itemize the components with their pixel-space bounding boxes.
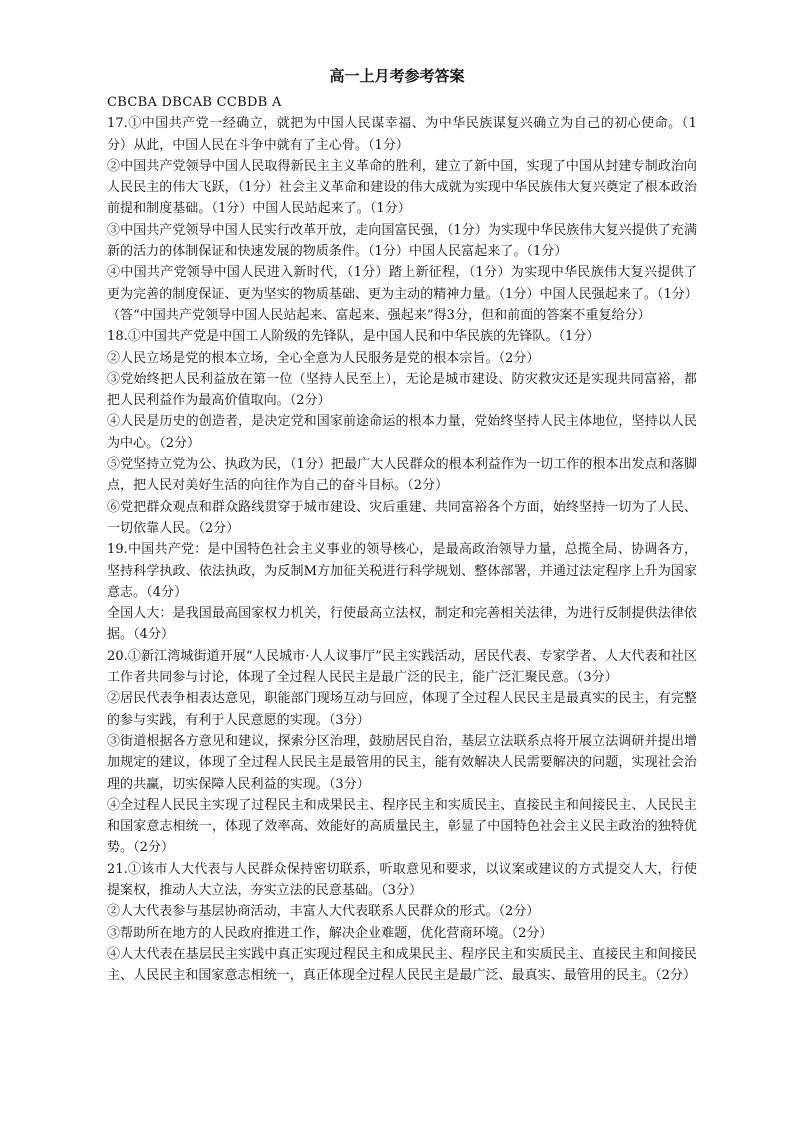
q17-point-4: ④中国共产党领导中国人民进入新时代，（1分）踏上新征程，（1分）为实现中华民族伟大复兴提供了更为完善的制度保证、更为坚实的物质基础、更为主动的精神力量。（1分）中国人民强起来了。（1分） bbox=[107, 265, 698, 302]
q20-point-1: 20.①新江湾城街道开展“人民城市·人人议事厅”民主实践活动，居民代表、专家学者、人大代表和社区工作者共同参与讨论，体现了全过程人民民主是最广泛的民主，能广泛汇聚民意。（3分） bbox=[107, 648, 697, 686]
q18-point-3: ③党始终把人民利益放在第一位（坚持人民至上），无论是城市建设、防灾救灾还是实现共同富裕，都把人民利益作为最高价值取向。（2分） bbox=[107, 371, 697, 409]
q17-note: （答“中国共产党领导中国人民站起来、富起来、强起来”得3分，但和前面的答案不重复给分） bbox=[107, 307, 651, 323]
q17-point-1: 17.①中国共产党一经确立，就把为中国人民谋幸福、为中华民族谋复兴确立为自己的初心使命。（1分）从此，中国人民在斗争中就有了主心骨。（1分） bbox=[107, 116, 697, 153]
q18-point-4: ④人民是历史的创造者，是决定党和国家前途命运的根本力量，党始终坚持人民主体地位，坚持以人民为中心。（2分） bbox=[107, 414, 697, 451]
answer-content bbox=[107, 92, 697, 986]
q21-point-1: 21.①该市人大代表与人民群众保持密切联系，听取意见和要求，以议案或建议的方式提交人大，行使提案权，推动人大立法，夯实立法的民意基础。（3分） bbox=[107, 861, 697, 898]
q17-point-2: ②中国共产党领导中国人民取得新民主主义革命的胜利，建立了新中国，实现了中国从封建专制政治向人民民主的伟大飞跃，（1分）社会主义革命和建设的伟大成就为实现中华民族伟大复兴奠定了根本政治前提和制度基础。（1分）中国人民站起来了。（1分） bbox=[107, 158, 697, 217]
q18-point-2: ②人民立场是党的根本立场，全心全意为人民服务是党的根本宗旨。（2分） bbox=[107, 350, 540, 366]
q20-point-4: ④全过程人民民主实现了过程民主和成果民主、程序民主和实质民主、直接民主和间接民主、人民民主和国家意志相统一，体现了效率高、效能好的高质量民主，彰显了中国特色社会主义民主政治的独特优势。（2分） bbox=[107, 797, 697, 856]
q21-point-3: ③帮助所在地方的人民政府推进工作，解决企业难题，优化营商环境。（2分） bbox=[107, 925, 553, 941]
q17-point-3: ③中国共产党领导中国人民实行改革开放，走向国富民强，（1分）为实现中华民族伟大复兴提供了充满新的活力的体制保证和快速发展的物质条件。（1分）中国人民富起来了。（1分） bbox=[107, 222, 697, 260]
q19-party: 19.中国共产党：是中国特色社会主义事业的领导核心，是最高政治领导力量，总揽全局、协调各方，坚持科学执政、依法执政，为反制M方加征关税进行科学规划、整体部署，并通过法定程序上升为国家意志。（4分） bbox=[107, 542, 697, 600]
q20-point-2: ②居民代表争相表达意见，职能部门现场互动与回应，体现了全过程人民民主是最真实的民主，有完整的参与实践，有利于人民意愿的实现。（3分） bbox=[107, 691, 697, 728]
q18-point-5: ⑤党坚持立党为公、执政为民，（1分）把最广大人民群众的根本利益作为一切工作的根本出发点和落脚点，把人民对美好生活的向往作为自己的奋斗目标。（2分） bbox=[107, 457, 697, 494]
q20-point-3: ③街道根据各方意见和建议，探索分区治理，鼓励居民自治，基层立法联系点将开展立法调研并提出增加规定的建议，体现了全过程人民民主是最管用的民主，能有效解决人民需要解决的问题，实现社会治理的共赢，切实保障人民利益的实现。（3分） bbox=[107, 733, 697, 792]
q18-point-6: ⑥党把群众观点和群众路线贯穿于城市建设、灾后重建、共同富裕各个方面，始终坚持一切为了人民、一切依靠人民。（2分） bbox=[107, 499, 697, 536]
q21-point-2: ②人大代表参与基层协商活动，丰富人大代表联系人民群众的形式。（2分） bbox=[107, 904, 540, 920]
multiple-choice-answers: CBCBA DBCAB CCBDB A bbox=[107, 95, 282, 110]
q19-npc: 全国人大：是我国最高国家权力机关，行使最高立法权，制定和完善相关法律，为进行反制提供法律依据。（4分） bbox=[107, 606, 697, 643]
page-title: 高一上月考参考答案 bbox=[329, 67, 465, 85]
q18-point-1: 18.①中国共产党是中国工人阶级的先锋队，是中国人民和中华民族的先锋队。（1分） bbox=[107, 329, 600, 345]
q21-point-4: ④人大代表在基层民主实践中真正实现过程民主和成果民主、程序民主和实质民主、直接民主和间接民主、人民民主和国家意志相统一，真正体现全过程人民民主是最广泛、最真实、最管用的民主。（2分） bbox=[107, 946, 697, 984]
